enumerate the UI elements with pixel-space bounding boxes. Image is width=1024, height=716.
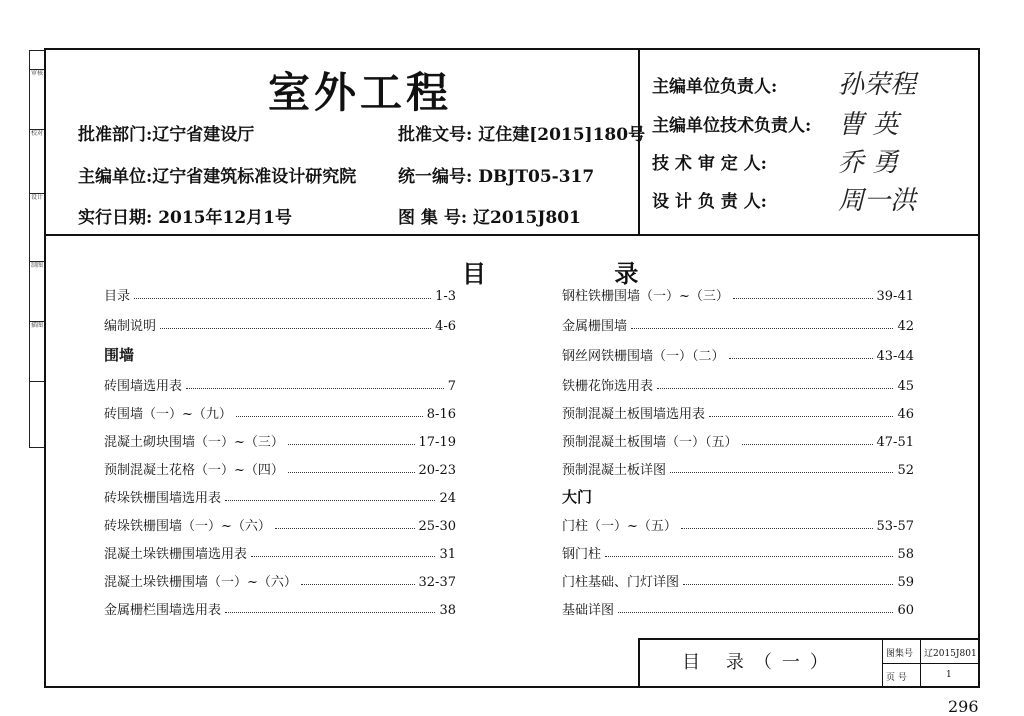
toc-entry[interactable]: 预制混凝土花格（一）~（四） 20-23	[104, 463, 456, 478]
editor-unit: 主编单位:辽宁省建筑标准设计研究院	[78, 167, 357, 187]
effective-date: 实行日期: 2015年12月1号	[78, 208, 292, 228]
role-tech-head: 主编单位技术负责人:	[652, 116, 812, 136]
toc-entry[interactable]: 门柱（一）~（五） 53-57	[562, 519, 914, 534]
signature-tech-head: 曹 英	[838, 110, 899, 140]
toc-section-gate: 大门	[562, 488, 593, 506]
role-editor-head: 主编单位负责人:	[652, 77, 778, 97]
role-design-head: 设 计 负 责 人:	[652, 192, 767, 212]
page-number: 296	[948, 697, 979, 716]
toc-left-column	[104, 284, 456, 624]
toc-entry[interactable]: 金属栅栏围墙选用表 38	[104, 603, 456, 618]
toc-section-wall: 围墙	[104, 346, 135, 364]
title-block-divider	[882, 663, 980, 664]
title-block-name: 目 录（一）	[682, 652, 838, 673]
strip-label-2: 校对	[30, 130, 43, 137]
toc-entry[interactable]: 混凝土垛铁栅围墙（一）~（六） 32-37	[104, 575, 456, 590]
toc-entry[interactable]: 编制说明 4-6	[104, 319, 456, 334]
toc-right-column	[562, 284, 914, 624]
strip-divider	[30, 381, 44, 382]
toc-entry[interactable]: 砖垛铁栅围墙选用表 24	[104, 491, 456, 506]
document-title: 室外工程	[267, 68, 452, 117]
atlas-no: 图 集 号: 辽2015J801	[398, 208, 581, 228]
toc-entry[interactable]: 钢门柱 58	[562, 547, 914, 562]
unified-no: 统一编号: DBJT05-317	[398, 167, 595, 187]
signature-editor-head: 孙荣程	[838, 70, 917, 100]
page-label: 页 号	[886, 673, 907, 683]
header-divider	[44, 234, 980, 236]
toc-entry[interactable]: 金属栅围墙 42	[562, 319, 914, 334]
toc-entry[interactable]: 钢丝网铁栅围墙（一）（二） 43-44	[562, 349, 914, 364]
strip-label-5: 描图	[30, 322, 43, 329]
toc-entry[interactable]: 混凝土垛铁栅围墙选用表 31	[104, 547, 456, 562]
toc-entry[interactable]: 预制混凝土板详图 52	[562, 463, 914, 478]
toc-entry[interactable]: 预制混凝土板围墙选用表 46	[562, 407, 914, 422]
atlas-value: 辽2015J801	[924, 649, 977, 659]
strip-label-3: 设计	[30, 194, 43, 201]
toc-entry[interactable]: 铁栅花饰选用表 45	[562, 379, 914, 394]
toc-entry[interactable]: 钢柱铁栅围墙（一）~（三） 39-41	[562, 289, 914, 304]
signature-reviewer: 乔 勇	[838, 148, 899, 178]
toc-entry[interactable]: 预制混凝土板围墙（一）（五） 47-51	[562, 435, 914, 450]
binding-strip	[29, 50, 44, 448]
toc-entry[interactable]: 门柱基础、门灯详图 59	[562, 575, 914, 590]
toc-heading: 目 录	[462, 259, 699, 288]
toc-entry[interactable]: 混凝土砌块围墙（一）~（三） 17-19	[104, 435, 456, 450]
strip-label-4: 制图	[30, 262, 43, 269]
toc-entry[interactable]: 砖围墙（一）~（九） 8-16	[104, 407, 456, 422]
page-value: 1	[946, 670, 952, 680]
approving-dept: 批准部门:辽宁省建设厅	[78, 125, 255, 145]
toc-entry[interactable]: 目录 1-3	[104, 289, 456, 304]
toc-entry[interactable]: 基础详图 60	[562, 603, 914, 618]
approval-no: 批准文号: 辽住建[2015]180号	[398, 125, 646, 145]
strip-label-1: 审核	[30, 70, 43, 77]
role-reviewer: 技 术 审 定 人:	[652, 154, 767, 174]
signature-design-head: 周一洪	[838, 186, 917, 216]
atlas-label: 图集号	[886, 649, 914, 659]
toc-entry[interactable]: 砖围墙选用表 7	[104, 379, 456, 394]
toc-entry[interactable]: 砖垛铁栅围墙（一）~（六） 25-30	[104, 519, 456, 534]
